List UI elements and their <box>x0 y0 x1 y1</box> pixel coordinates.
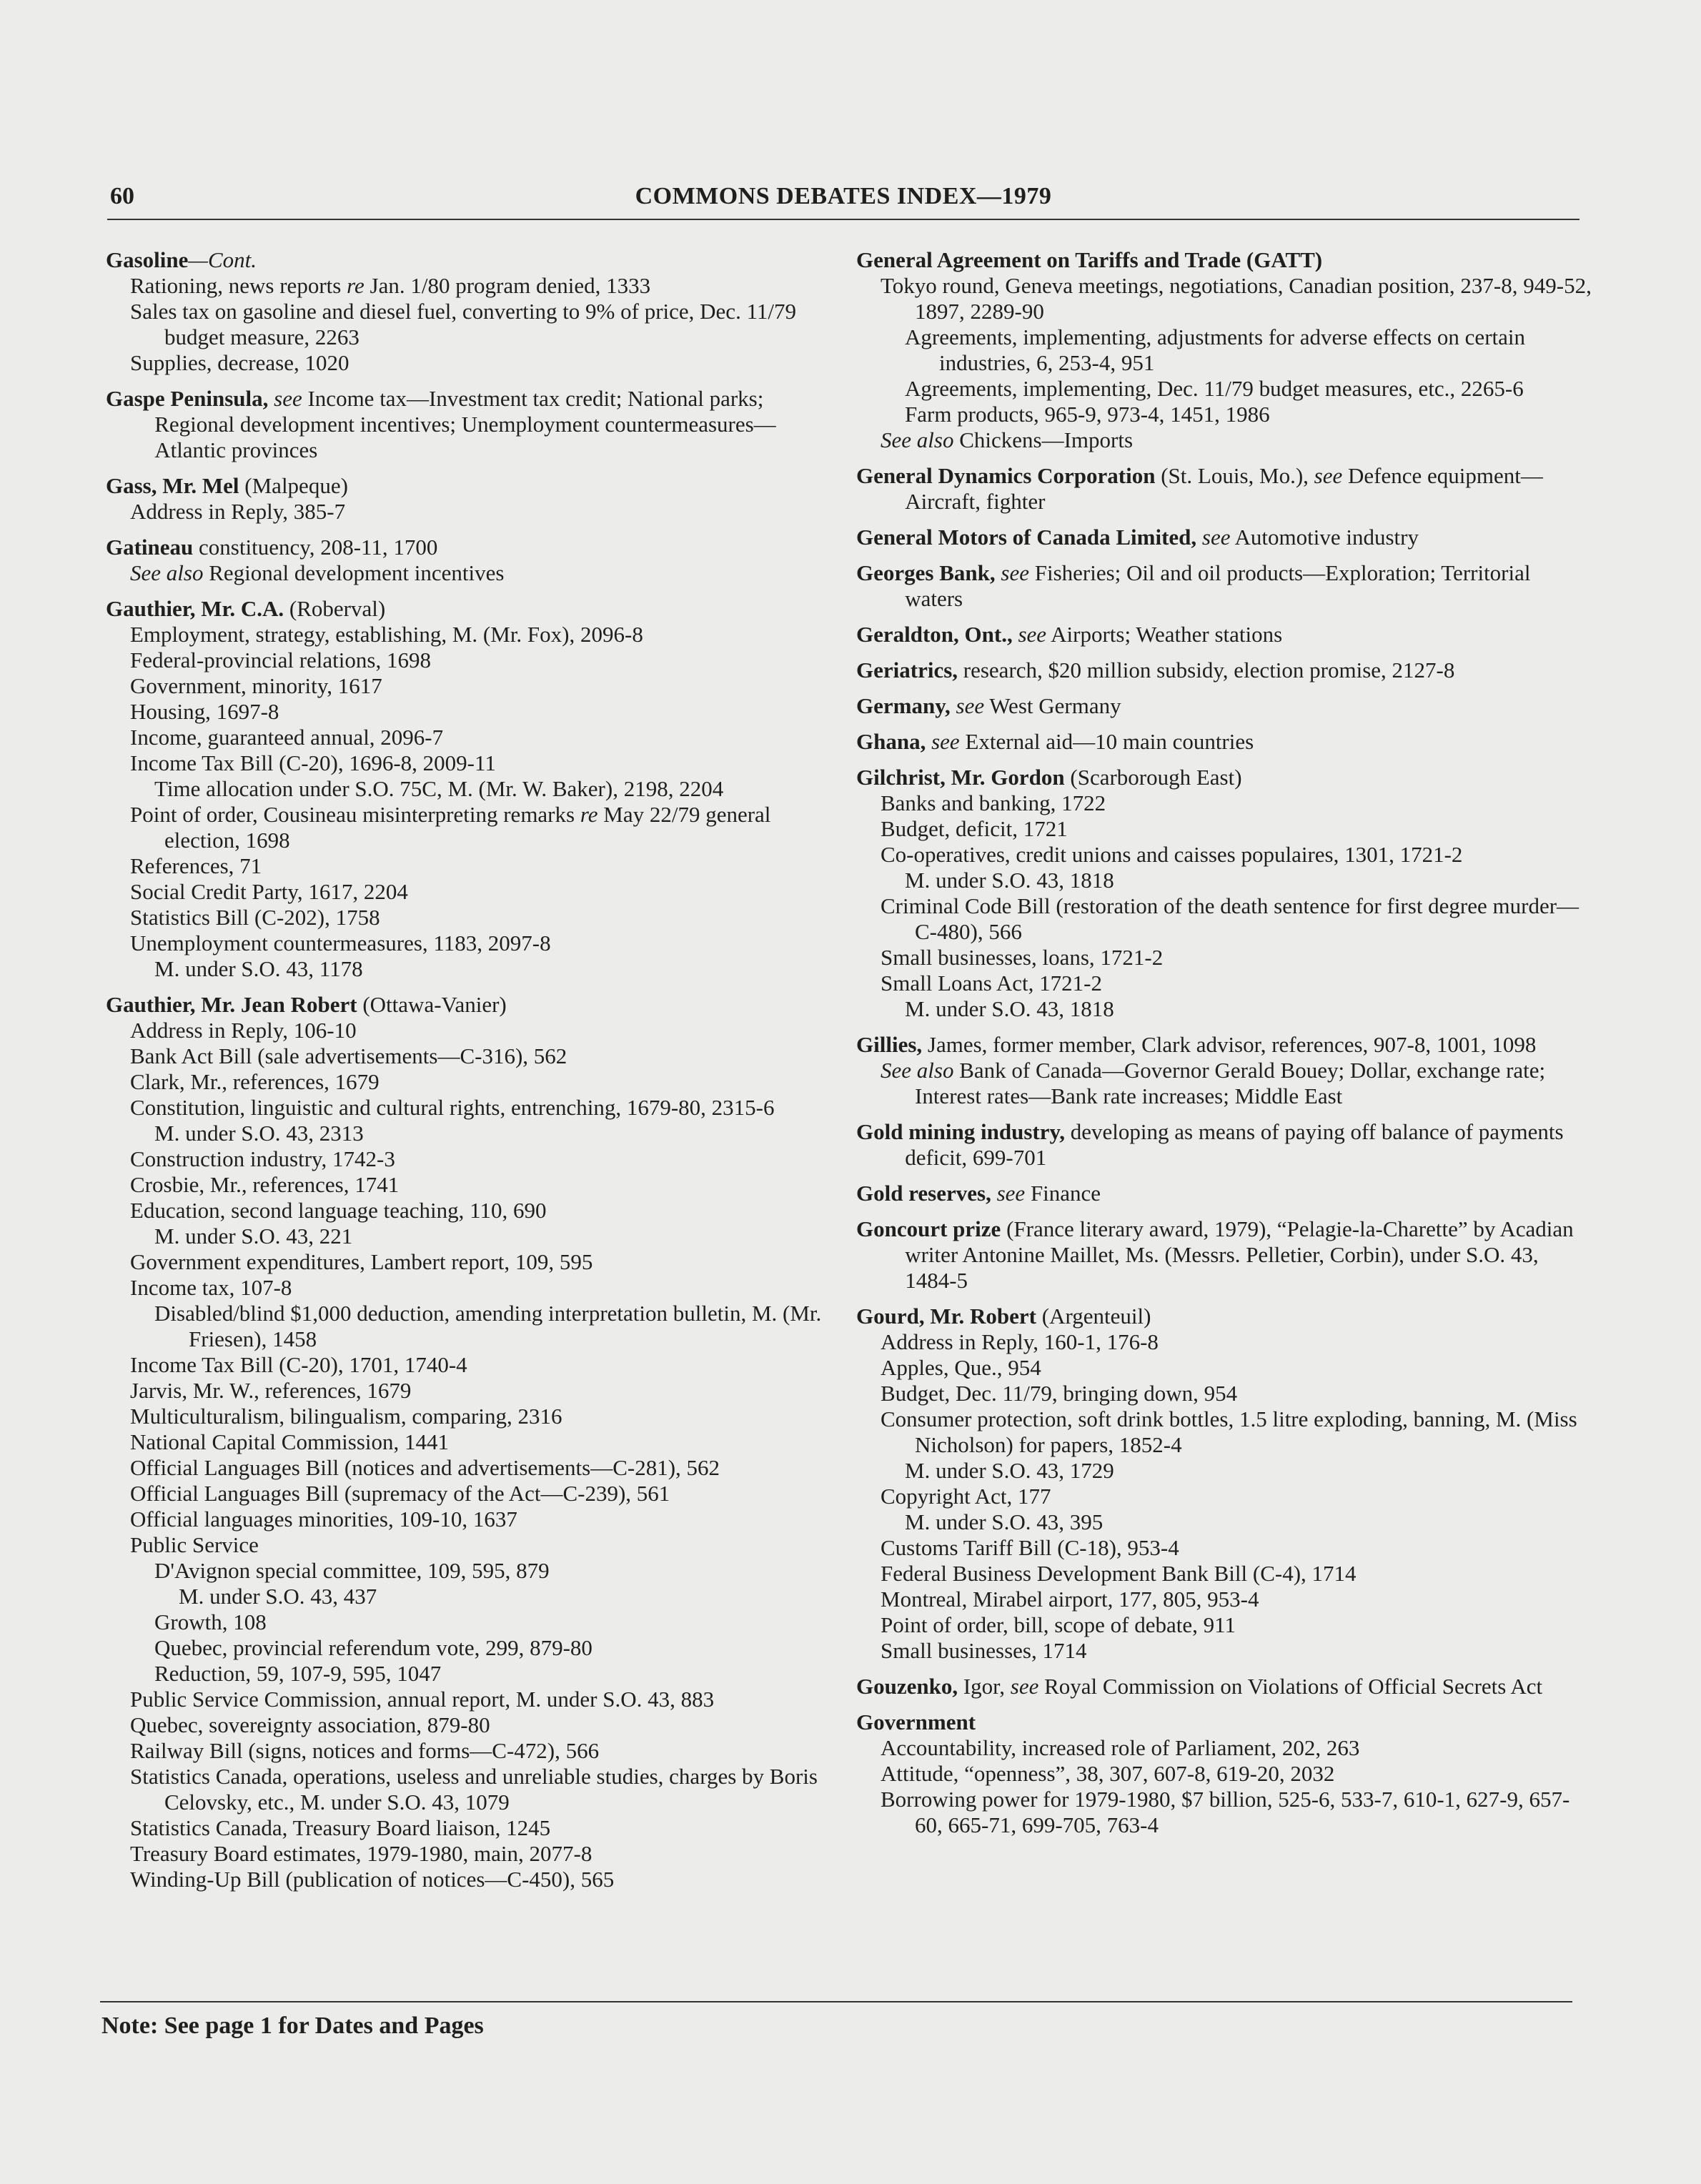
subentry <box>106 1275 842 1301</box>
subentry-text: Income tax, 107-8 <box>130 1275 292 1300</box>
subentry <box>856 1612 1592 1638</box>
entry-term: Gauthier, Mr. Jean Robert <box>106 992 357 1017</box>
entry-term: Georges Bank, <box>856 560 996 585</box>
subentry-text: Public Service <box>130 1532 259 1557</box>
subentry-text: Co-operatives, credit unions and caisses populaires, 1301, 1721-2 <box>881 842 1463 867</box>
subentry-text: Accountability, increased role of Parliament, 202, 263 <box>881 1735 1360 1760</box>
subentry-text: M. under S.O. 43, 221 <box>154 1223 353 1249</box>
entry-heading <box>856 463 1592 515</box>
entry-heading <box>856 729 1592 755</box>
cross-reference-label: See also <box>881 427 954 452</box>
entry-term: Gass, Mr. Mel <box>106 473 239 498</box>
subentry-text: Education, second language teaching, 110, 690 <box>130 1198 547 1223</box>
entry-term: Gouzenko, <box>856 1674 958 1699</box>
subentry-text: Jarvis, Mr. W., references, 1679 <box>130 1378 412 1403</box>
entry-text <box>926 729 931 754</box>
subentry <box>106 1712 842 1738</box>
subentry-text: Income Tax Bill (C-20), 1696-8, 2009-11 <box>130 750 496 775</box>
subentry-text: Small businesses, loans, 1721-2 <box>881 945 1164 970</box>
subentry-text: Banks and banking, 1722 <box>881 790 1106 815</box>
subentry-text: Quebec, sovereignty association, 879-80 <box>130 1712 490 1737</box>
entry-term: Gold mining industry, <box>856 1119 1066 1144</box>
subentry <box>106 956 842 982</box>
entry-heading <box>106 386 842 463</box>
entry-text: James, former member, Clark advisor, references, 907-8, 1001, 1098 <box>922 1032 1537 1057</box>
index-entry <box>106 386 842 463</box>
cross-reference-label: see <box>996 1181 1026 1206</box>
subentry <box>106 647 842 673</box>
subentry <box>106 1661 842 1687</box>
subentry-text: Construction industry, 1742-3 <box>130 1146 395 1171</box>
subentry-text: Government, minority, 1617 <box>130 673 382 698</box>
subentry <box>856 427 1592 453</box>
entry-heading <box>856 1181 1592 1206</box>
subentry <box>106 1687 842 1712</box>
subentry-text: Apples, Que., 954 <box>881 1355 1041 1380</box>
subentry-text: May 22/79 general election, 1698 <box>164 802 771 853</box>
subentry-text: Winding-Up Bill (publication of notices—C-450), 565 <box>130 1867 615 1892</box>
subentry <box>106 1429 842 1455</box>
subentry <box>106 1635 842 1661</box>
subentry <box>106 1069 842 1095</box>
subentry <box>106 499 842 525</box>
subentry <box>856 816 1592 842</box>
subentry <box>106 1507 842 1532</box>
cross-reference-label: see <box>274 386 302 411</box>
subentry <box>106 776 842 802</box>
entry-text: (Malpeque) <box>239 473 348 498</box>
subentry-text: Copyright Act, 177 <box>881 1484 1051 1509</box>
subentry-text: D'Avignon special committee, 109, 595, 879 <box>154 1558 550 1583</box>
entry-term: General Motors of Canada Limited, <box>856 525 1197 550</box>
entry-heading <box>856 1674 1592 1699</box>
subentry <box>106 905 842 930</box>
entry-term: Gourd, Mr. Robert <box>856 1304 1036 1329</box>
subentry <box>106 1352 842 1378</box>
subentry-text: Customs Tariff Bill (C-18), 953-4 <box>881 1535 1179 1560</box>
entry-heading <box>856 622 1592 647</box>
entry-heading <box>856 765 1592 790</box>
subentry-text: Point of order, bill, scope of debate, 911 <box>881 1612 1236 1637</box>
subentry <box>106 622 842 647</box>
subentry <box>106 750 842 776</box>
subentry <box>856 1484 1592 1509</box>
cross-reference-label: see <box>1010 1674 1039 1699</box>
entry-text: Royal Commission on Violations of Official Secrets Act <box>1038 1674 1543 1699</box>
subentry <box>106 1043 842 1069</box>
entry-text <box>268 386 274 411</box>
entry-text: (Scarborough East) <box>1064 765 1242 790</box>
subentry <box>106 1249 842 1275</box>
entry-text <box>951 693 956 718</box>
entry-term: Government <box>856 1709 976 1734</box>
entry-text: constituency, 208-11, 1700 <box>193 535 438 560</box>
subentry-text: Address in Reply, 106-10 <box>130 1018 357 1043</box>
subentry <box>856 1535 1592 1561</box>
index-entry <box>106 992 842 1892</box>
subentry-text: Budget, Dec. 11/79, bringing down, 954 <box>881 1381 1238 1406</box>
cross-reference-label: see <box>1201 525 1231 550</box>
entry-term: Gasoline <box>106 247 189 272</box>
index-entry <box>856 729 1592 755</box>
subentry-text: Statistics Canada, operations, useless and unreliable studies, charges by Boris Celovsky, etc., M. under S.O. 43, 1079 <box>130 1764 818 1815</box>
subentry <box>856 1329 1592 1355</box>
subentry <box>106 725 842 750</box>
subentry-text: Jan. 1/80 program denied, 1333 <box>364 273 651 298</box>
subentry-text: References, 71 <box>130 853 262 878</box>
cross-reference-label: re <box>580 802 598 827</box>
cross-reference-label: See also <box>130 560 204 585</box>
subentry-text: Quebec, provincial referendum vote, 299, 879-80 <box>154 1635 592 1660</box>
entry-term: Gatineau <box>106 535 194 560</box>
subentry <box>106 1764 842 1815</box>
subentry-text: Official Languages Bill (supremacy of the Act—C-239), 561 <box>130 1481 670 1506</box>
subentry <box>106 273 842 299</box>
entry-text <box>991 1181 997 1206</box>
subentry <box>856 1458 1592 1484</box>
cross-reference-label: see <box>956 693 985 718</box>
entry-heading <box>856 1709 1592 1735</box>
index-entry <box>856 1119 1592 1171</box>
subentry <box>856 868 1592 893</box>
entry-term: Geriatrics, <box>856 657 958 682</box>
subentry <box>856 1406 1592 1458</box>
subentry <box>106 1095 842 1121</box>
subentry <box>106 1378 842 1404</box>
subentry-text: Housing, 1697-8 <box>130 699 279 724</box>
subentry <box>856 996 1592 1022</box>
subentry-text: Address in Reply, 160-1, 176-8 <box>881 1329 1159 1354</box>
subentry-text: Tokyo round, Geneva meetings, negotiations, Canadian position, 237-8, 949-52, 1897, 2289-90 <box>881 273 1592 324</box>
index-entry <box>856 1181 1592 1206</box>
index-entry <box>856 463 1592 515</box>
entry-heading <box>856 657 1592 683</box>
subentry <box>856 1355 1592 1381</box>
index-entry <box>856 560 1592 612</box>
entry-heading <box>856 693 1592 719</box>
subentry <box>856 790 1592 816</box>
index-entry <box>856 1709 1592 1838</box>
entry-term: Goncourt prize <box>856 1216 1001 1241</box>
subentry <box>106 1867 842 1892</box>
index-entry <box>106 596 842 982</box>
subentry <box>106 673 842 699</box>
entry-heading <box>856 1032 1592 1058</box>
subentry-text: M. under S.O. 43, 1729 <box>905 1458 1114 1483</box>
subentry <box>856 1058 1592 1109</box>
entry-term: General Dynamics Corporation <box>856 463 1156 488</box>
subentry-text: Supplies, decrease, 1020 <box>130 350 349 375</box>
entry-text: Income tax—Investment tax credit; National parks; Regional development incentives; Unemployment countermeasures—Atlantic provinces <box>154 386 776 462</box>
subentry <box>856 376 1592 402</box>
subentry-text: Agreements, implementing, Dec. 11/79 budget measures, etc., 2265-6 <box>905 376 1524 401</box>
index-entry <box>106 473 842 525</box>
entry-text: Automotive industry <box>1230 525 1419 550</box>
index-entry <box>856 693 1592 719</box>
subentry-text: M. under S.O. 43, 2313 <box>154 1121 364 1146</box>
cross-reference-label: see <box>1314 463 1343 488</box>
subentry-text: Federal Business Development Bank Bill (C-4), 1714 <box>881 1561 1357 1586</box>
subentry <box>856 1761 1592 1787</box>
subentry-text: Chickens—Imports <box>953 427 1134 452</box>
page-header <box>107 179 1580 220</box>
entry-text: (Argenteuil) <box>1036 1304 1151 1329</box>
right-column <box>856 247 1592 1848</box>
entry-heading <box>106 247 842 273</box>
subentry <box>106 1609 842 1635</box>
subentry-text: Montreal, Mirabel airport, 177, 805, 953-4 <box>881 1587 1259 1612</box>
entry-text: External aid—10 main countries <box>959 729 1254 754</box>
subentry <box>106 699 842 725</box>
subentry-text: Budget, deficit, 1721 <box>881 816 1068 841</box>
subentry-text: Disabled/blind $1,000 deduction, amending interpretation bulletin, M. (Mr. Friesen), 1458 <box>154 1301 822 1351</box>
subentry <box>106 560 842 586</box>
subentry-text: Multiculturalism, bilingualism, comparing, 2316 <box>130 1404 562 1429</box>
subentry <box>856 1787 1592 1838</box>
entry-heading <box>106 473 842 499</box>
subentry <box>106 853 842 879</box>
cross-reference-label: See also <box>881 1058 954 1083</box>
entry-text <box>1196 525 1202 550</box>
index-entry <box>856 1304 1592 1664</box>
entry-term: General Agreement on Tariffs and Trade (GATT) <box>856 247 1323 272</box>
subentry-text: Railway Bill (signs, notices and forms—C-472), 566 <box>130 1738 600 1763</box>
entry-heading <box>106 992 842 1018</box>
subentry-text: Public Service Commission, annual report, M. under S.O. 43, 883 <box>130 1687 715 1712</box>
index-entry <box>106 535 842 586</box>
entry-term: Germany, <box>856 693 951 718</box>
subentry-text: Attitude, “openness”, 38, 307, 607-8, 619-20, 2032 <box>881 1761 1335 1786</box>
entry-heading <box>856 1216 1592 1294</box>
entry-term: Geraldton, Ont., <box>856 622 1013 647</box>
subentry-text: Criminal Code Bill (restoration of the death sentence for first degree murder—C-480), 566 <box>881 893 1580 944</box>
subentry <box>856 1735 1592 1761</box>
subentry-text: Bank Act Bill (sale advertisements—C-316), 562 <box>130 1043 567 1068</box>
entry-term: Gilchrist, Mr. Gordon <box>856 765 1065 790</box>
index-entry <box>856 622 1592 647</box>
subentry-text: M. under S.O. 43, 1178 <box>154 956 363 981</box>
subentry <box>106 802 842 853</box>
subentry-text: Address in Reply, 385-7 <box>130 499 346 524</box>
entry-term: Ghana, <box>856 729 926 754</box>
subentry-text: Crosbie, Mr., references, 1741 <box>130 1172 400 1197</box>
entry-text: research, $20 million subsidy, election promise, 2127-8 <box>958 657 1455 682</box>
index-entry <box>106 247 842 376</box>
subentry-text: National Capital Commission, 1441 <box>130 1429 450 1454</box>
index-entry <box>856 247 1592 453</box>
entry-heading <box>106 535 842 560</box>
subentry <box>106 1532 842 1558</box>
cross-reference-label: see <box>1001 560 1029 585</box>
cross-reference-label: see <box>931 729 960 754</box>
subentry <box>856 1587 1592 1612</box>
subentry <box>106 1018 842 1043</box>
subentry <box>856 324 1592 376</box>
subentry <box>856 842 1592 868</box>
subentry-text: Government expenditures, Lambert report, 109, 595 <box>130 1249 593 1274</box>
subentry <box>856 273 1592 324</box>
subentry-text: Small businesses, 1714 <box>881 1638 1087 1663</box>
subentry <box>856 1381 1592 1406</box>
subentry-text: Unemployment countermeasures, 1183, 2097-8 <box>130 930 551 955</box>
index-entry <box>856 1216 1592 1294</box>
subentry <box>106 1584 842 1609</box>
subentry-text: Constitution, linguistic and cultural rights, entrenching, 1679-80, 2315-6 <box>130 1095 775 1120</box>
entry-text: Fisheries; Oil and oil products—Exploration; Territorial waters <box>905 560 1531 611</box>
subentry-text: Statistics Bill (C-202), 1758 <box>130 905 380 930</box>
index-entry <box>856 1032 1592 1109</box>
subentry <box>106 930 842 956</box>
subentry-text: Social Credit Party, 1617, 2204 <box>130 879 408 904</box>
continued-label: —Cont. <box>188 247 257 272</box>
subentry <box>106 1198 842 1223</box>
entry-heading <box>856 525 1592 550</box>
subentry-text: Statistics Canada, Treasury Board liaison, 1245 <box>130 1815 551 1840</box>
subentry-text: Clark, Mr., references, 1679 <box>130 1069 380 1094</box>
page-number: 60 <box>110 183 134 209</box>
subentry-text: Treasury Board estimates, 1979-1980, main, 2077-8 <box>130 1841 592 1866</box>
subentry-text: Time allocation under S.O. 75C, M. (Mr. W. Baker), 2198, 2204 <box>154 776 724 801</box>
entry-text: (Roberval) <box>284 596 386 621</box>
subentry-text: M. under S.O. 43, 395 <box>905 1509 1104 1534</box>
cross-reference-label: re <box>347 273 364 298</box>
subentry-text: Federal-provincial relations, 1698 <box>130 647 431 672</box>
subentry-text: Borrowing power for 1979-1980, $7 billion, 525-6, 533-7, 610-1, 627-9, 657-60, 665-71, 699-705, 763-4 <box>881 1787 1570 1837</box>
subentry <box>106 1223 842 1249</box>
subentry <box>106 1404 842 1429</box>
entry-heading <box>856 560 1592 612</box>
subentry-text: Consumer protection, soft drink bottles, 1.5 litre exploding, banning, M. (Miss Nicholson) for papers, 1852-4 <box>881 1406 1577 1457</box>
subentry-text: M. under S.O. 43, 1818 <box>905 868 1114 893</box>
footer-note: Note: See page 1 for Dates and Pages <box>101 2012 484 2039</box>
entry-text: developing as means of paying off balance of payments deficit, 699-701 <box>905 1119 1564 1170</box>
entry-term: Gold reserves, <box>856 1181 991 1206</box>
subentry <box>856 1509 1592 1535</box>
index-entry <box>856 1674 1592 1699</box>
subentry <box>106 1455 842 1481</box>
entry-heading <box>106 596 842 622</box>
subentry-text: Rationing, news reports <box>130 273 347 298</box>
left-column <box>106 247 842 1902</box>
footer-rule <box>100 2001 1572 2002</box>
subentry <box>856 1561 1592 1587</box>
running-title: COMMONS DEBATES INDEX—1979 <box>635 183 1052 209</box>
entry-text: (St. Louis, Mo.), <box>1155 463 1314 488</box>
subentry-text: Small Loans Act, 1721-2 <box>881 971 1102 996</box>
entry-heading <box>856 247 1592 273</box>
index-entry <box>856 657 1592 683</box>
entry-text: (Ottawa-Vanier) <box>357 992 507 1017</box>
subentry <box>856 893 1592 945</box>
subentry-text: Bank of Canada—Governor Gerald Bouey; Dollar, exchange rate; Interest rates—Bank rate increases; Middle East <box>915 1058 1546 1108</box>
entry-text: Airports; Weather stations <box>1046 622 1283 647</box>
subentry-text: Sales tax on gasoline and diesel fuel, converting to 9% of price, Dec. 11/79 budget measure, 2263 <box>130 299 797 349</box>
subentry <box>106 1738 842 1764</box>
index-entry <box>856 765 1592 1022</box>
subentry <box>106 1146 842 1172</box>
subentry-text: Regional development incentives <box>203 560 505 585</box>
subentry <box>106 879 842 905</box>
entry-text: Igor, <box>958 1674 1011 1699</box>
subentry <box>106 1841 842 1867</box>
subentry-text: Point of order, Cousineau misinterpreting remarks <box>130 802 580 827</box>
subentry-text: Income Tax Bill (C-20), 1701, 1740-4 <box>130 1352 467 1377</box>
subentry <box>106 1815 842 1841</box>
subentry <box>856 945 1592 971</box>
entry-text: Defence equipment—Aircraft, fighter <box>905 463 1543 514</box>
subentry-text: Farm products, 965-9, 973-4, 1451, 1986 <box>905 402 1270 427</box>
entry-term: Gillies, <box>856 1032 923 1057</box>
subentry <box>856 971 1592 996</box>
index-entry <box>856 525 1592 550</box>
entry-heading <box>856 1304 1592 1329</box>
entry-text: (France literary award, 1979), “Pelagie-la-Charette” by Acadian writer Antonine Maillet, Ms. (Messrs. Pelletier, Corbin), under S.O. 43, 1484-5 <box>905 1216 1574 1293</box>
subentry <box>106 1121 842 1146</box>
subentry-text: Official languages minorities, 109-10, 1637 <box>130 1507 517 1532</box>
subentry <box>106 1301 842 1352</box>
cross-reference-label: see <box>1018 622 1047 647</box>
subentry-text: Growth, 108 <box>154 1609 267 1634</box>
subentry <box>106 1481 842 1507</box>
subentry <box>856 1638 1592 1664</box>
subentry <box>106 299 842 350</box>
subentry-text: Agreements, implementing, adjustments for adverse effects on certain industries, 6, 253-4, 951 <box>905 324 1525 375</box>
subentry-text: Official Languages Bill (notices and advertisements—C-281), 562 <box>130 1455 720 1480</box>
subentry-text: Income, guaranteed annual, 2096-7 <box>130 725 444 750</box>
subentry-text: M. under S.O. 43, 1818 <box>905 996 1114 1021</box>
entry-term: Gaspe Peninsula, <box>106 386 269 411</box>
subentry-text: M. under S.O. 43, 437 <box>179 1584 377 1609</box>
subentry <box>106 350 842 376</box>
entry-text: Finance <box>1025 1181 1101 1206</box>
entry-term: Gauthier, Mr. C.A. <box>106 596 284 621</box>
subentry <box>106 1172 842 1198</box>
entry-text: West Germany <box>984 693 1121 718</box>
subentry <box>856 402 1592 427</box>
subentry <box>106 1558 842 1584</box>
subentry-text: Employment, strategy, establishing, M. (Mr. Fox), 2096-8 <box>130 622 643 647</box>
entry-heading <box>856 1119 1592 1171</box>
subentry-text: Reduction, 59, 107-9, 595, 1047 <box>154 1661 442 1686</box>
